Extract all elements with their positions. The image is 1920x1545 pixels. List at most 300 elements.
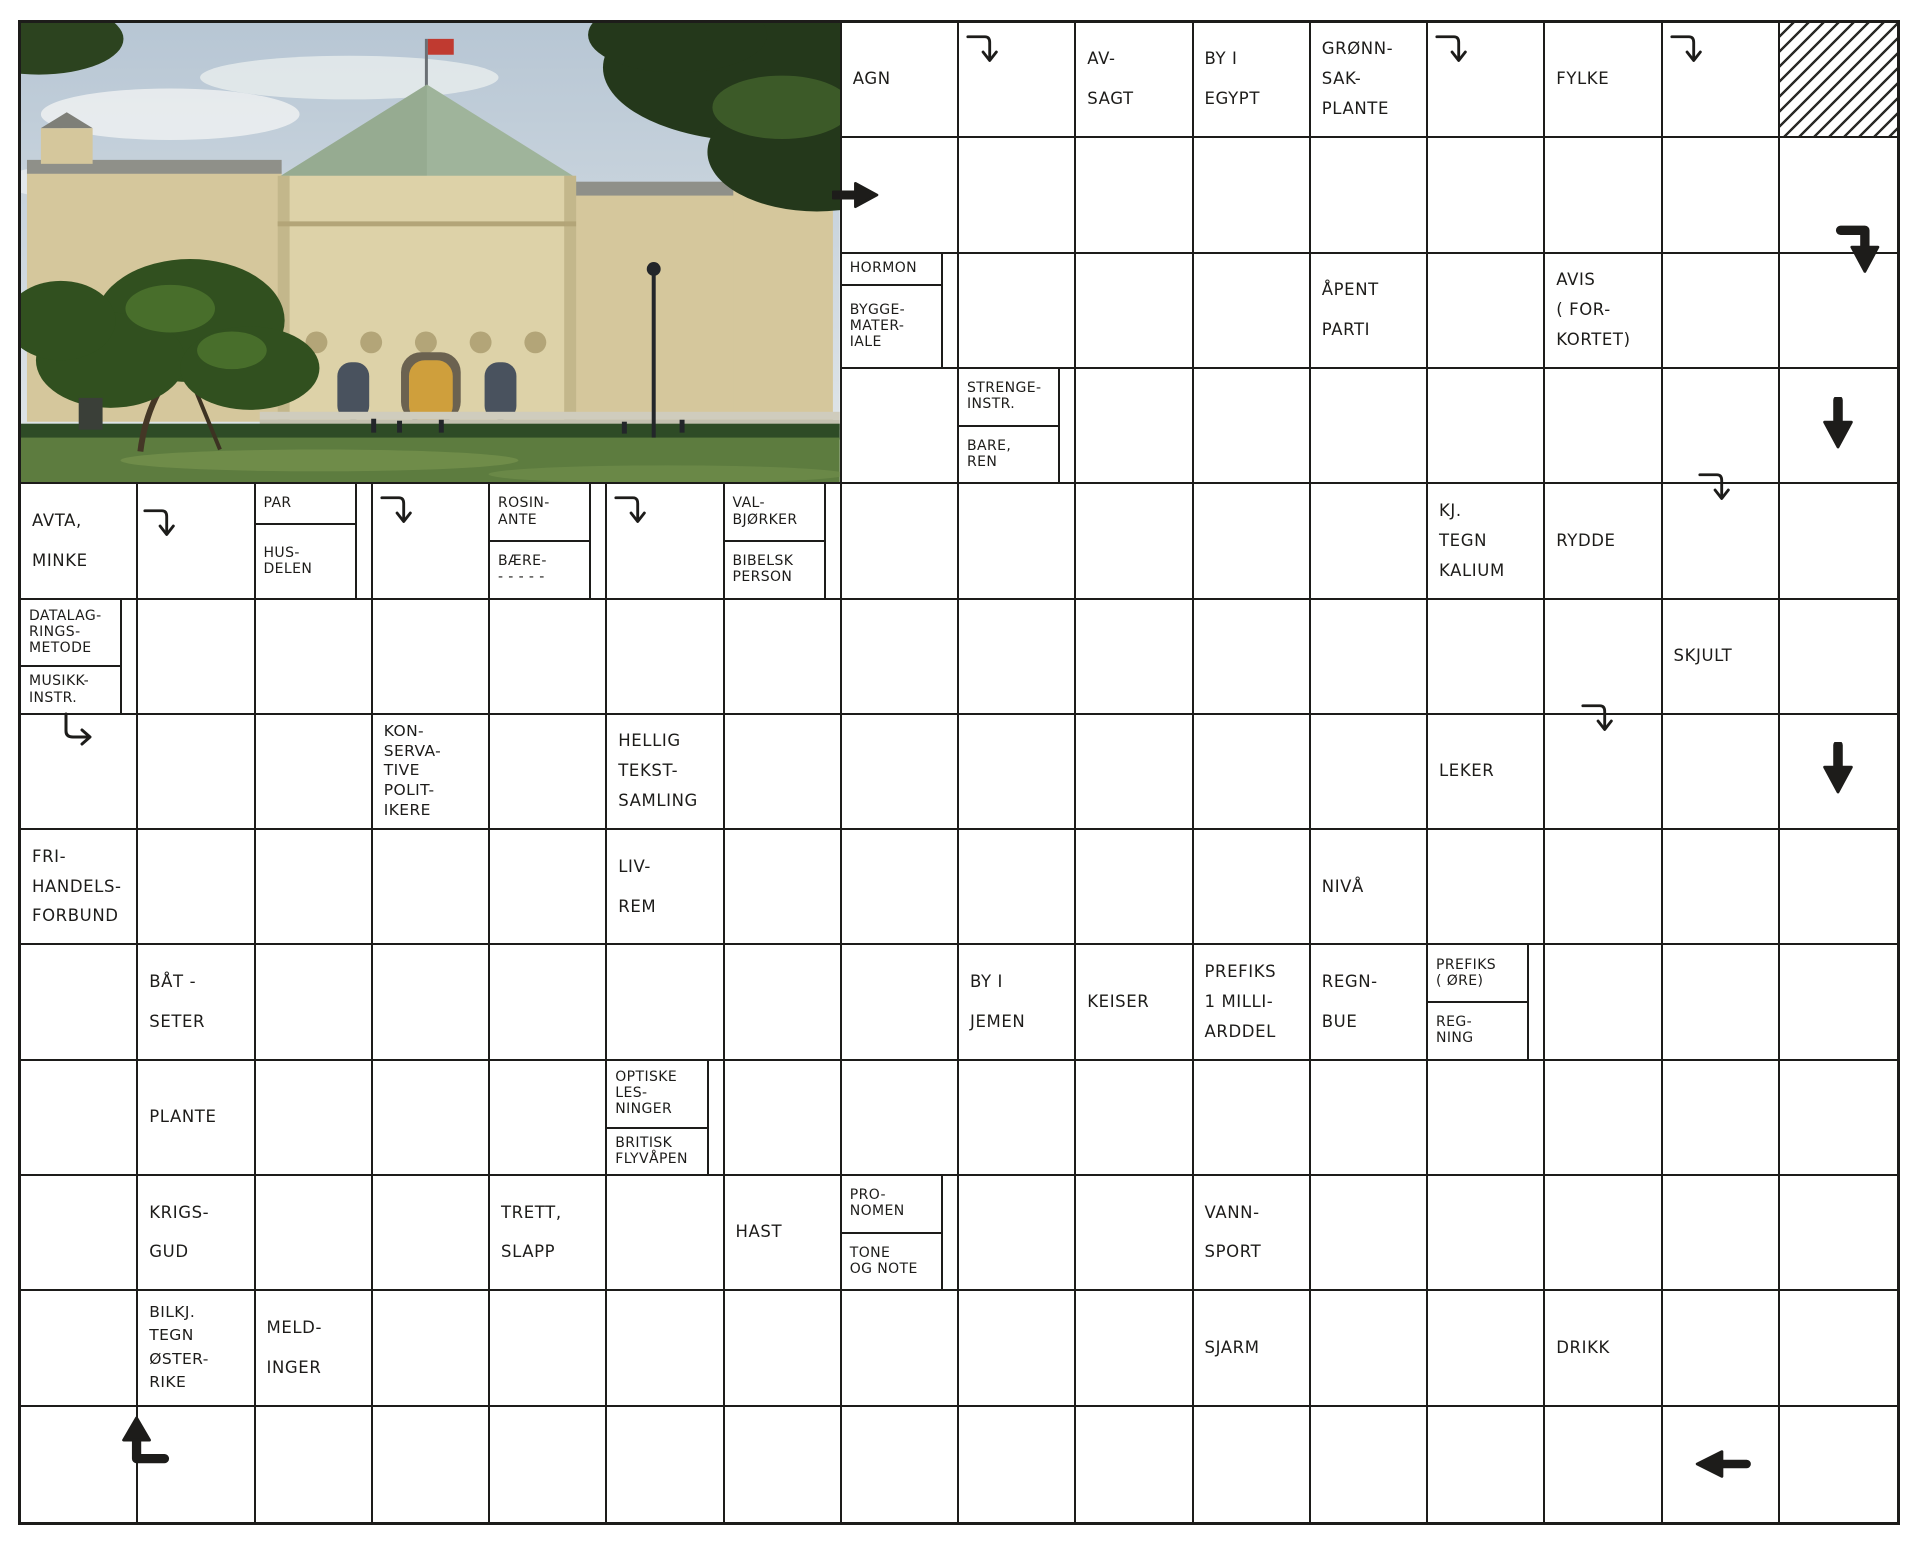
- answer-cell[interactable]: [1428, 138, 1545, 253]
- stacked-clue-boxes: [842, 1176, 943, 1289]
- stacked-clue-boxes: [1428, 945, 1529, 1058]
- answer-cell[interactable]: [1780, 1407, 1897, 1522]
- clue-box: [842, 254, 941, 286]
- arrow-down-icon: [1817, 397, 1859, 455]
- clue-line: PLANTE: [1321, 99, 1390, 119]
- answer-cell[interactable]: [256, 715, 373, 830]
- clue-line: IKERE: [383, 800, 431, 819]
- answer-cell[interactable]: [1545, 1407, 1662, 1522]
- answer-cell[interactable]: [1194, 600, 1311, 715]
- answer-cell[interactable]: [1780, 1176, 1897, 1291]
- clue-line: BYGGE-: [849, 301, 906, 318]
- clue-line: KALIUM: [1439, 560, 1505, 580]
- clue-line: VAL-: [732, 495, 765, 512]
- answer-cell[interactable]: [1076, 1407, 1193, 1522]
- answer-cell[interactable]: [21, 1061, 138, 1176]
- answer-cell[interactable]: [1311, 369, 1428, 484]
- clue-cell: [1311, 830, 1428, 945]
- clue-box: [256, 525, 355, 598]
- clue-cell-stacked: [490, 484, 607, 599]
- answer-cell[interactable]: [959, 1291, 1076, 1406]
- clue-cell: [1545, 254, 1662, 369]
- answer-cell[interactable]: [1194, 254, 1311, 369]
- answer-cell[interactable]: [1545, 1176, 1662, 1291]
- clue-line: MATER-: [849, 317, 905, 334]
- clue-line: SPORT: [1204, 1242, 1262, 1262]
- clue-cell-stacked: [21, 600, 138, 715]
- clue-line: KON-: [383, 722, 425, 741]
- clue-line: KEISER: [1087, 991, 1150, 1011]
- answer-cell[interactable]: [256, 1061, 373, 1176]
- answer-cell[interactable]: [373, 1407, 490, 1522]
- answer-cell[interactable]: [1780, 1061, 1897, 1176]
- bent-arrow-right-down-icon: [142, 504, 180, 546]
- clue-line: SETER: [149, 1011, 206, 1031]
- answer-cell[interactable]: [842, 369, 959, 484]
- answer-cell[interactable]: [1311, 715, 1428, 830]
- answer-cell[interactable]: [373, 830, 490, 945]
- clue-cell: [1663, 600, 1780, 715]
- clue-text: [1545, 484, 1660, 597]
- answer-cell[interactable]: [1076, 1176, 1193, 1291]
- answer-cell[interactable]: [1663, 1291, 1780, 1406]
- answer-cell[interactable]: [607, 484, 724, 599]
- clue-line: HANDELS-: [32, 876, 122, 896]
- clue-box: [1428, 945, 1527, 1003]
- answer-cell[interactable]: [842, 1407, 959, 1522]
- clue-line: BUE: [1321, 1011, 1358, 1031]
- clue-line: SAMLING: [618, 791, 698, 811]
- answer-cell[interactable]: [1428, 1291, 1545, 1406]
- answer-cell[interactable]: [959, 1407, 1076, 1522]
- clue-box: [959, 427, 1058, 483]
- clue-line: BY I: [970, 971, 1004, 991]
- answer-cell[interactable]: [1194, 715, 1311, 830]
- clue-line: MINKE: [32, 550, 88, 570]
- answer-cell[interactable]: [842, 138, 959, 253]
- answer-cell[interactable]: [1780, 1291, 1897, 1406]
- answer-cell[interactable]: [1545, 945, 1662, 1060]
- clue-line: SJARM: [1204, 1337, 1260, 1357]
- answer-cell[interactable]: [842, 1061, 959, 1176]
- answer-cell[interactable]: [138, 1407, 255, 1522]
- answer-cell[interactable]: [1663, 484, 1780, 599]
- clue-line: INGER: [266, 1357, 322, 1377]
- clue-text: [21, 484, 136, 597]
- answer-cell[interactable]: [1194, 830, 1311, 945]
- clue-line: DATALAG-: [29, 607, 102, 624]
- stacked-clue-boxes: [256, 484, 357, 597]
- clue-line: BY I: [1204, 49, 1238, 69]
- clue-line: OPTISKE: [615, 1068, 678, 1085]
- clue-cell-stacked: [1428, 945, 1545, 1060]
- clue-cell: [1194, 23, 1311, 138]
- clue-line: LEKER: [1439, 761, 1495, 781]
- answer-cell[interactable]: [1076, 369, 1193, 484]
- clue-cell: [256, 1291, 373, 1406]
- answer-cell[interactable]: [842, 484, 959, 599]
- clue-cell: [1076, 945, 1193, 1060]
- answer-cell[interactable]: [1780, 600, 1897, 715]
- clue-line: LES-: [615, 1085, 648, 1102]
- clue-cell: [725, 1176, 842, 1291]
- stacked-clue-boxes: [959, 369, 1060, 482]
- clue-line: FYLKE: [1556, 69, 1610, 89]
- clue-box: [842, 1176, 941, 1234]
- answer-cell[interactable]: [1545, 715, 1662, 830]
- clue-text: [1545, 254, 1660, 367]
- clue-line: ( ØRE): [1436, 972, 1484, 989]
- clue-line: TONE: [849, 1244, 891, 1261]
- answer-cell[interactable]: [959, 1176, 1076, 1291]
- clue-line: INSTR.: [29, 689, 78, 706]
- clue-box: [842, 1234, 941, 1290]
- answer-cell[interactable]: [138, 830, 255, 945]
- answer-cell[interactable]: [1428, 23, 1545, 138]
- clue-cell: [1311, 945, 1428, 1060]
- stacked-clue-boxes: [725, 484, 826, 597]
- clue-text: [1311, 830, 1426, 943]
- clue-line: MELD-: [266, 1317, 323, 1337]
- answer-cell[interactable]: [842, 1291, 959, 1406]
- answer-cell[interactable]: [1545, 138, 1662, 253]
- answer-cell[interactable]: [138, 484, 255, 599]
- answer-cell[interactable]: [373, 600, 490, 715]
- answer-cell[interactable]: [1545, 830, 1662, 945]
- answer-cell[interactable]: [490, 600, 607, 715]
- clue-text: [725, 1176, 840, 1289]
- answer-cell[interactable]: [607, 1291, 724, 1406]
- clue-line: BIBELSK: [732, 552, 794, 569]
- answer-cell[interactable]: [1076, 138, 1193, 253]
- answer-cell[interactable]: [607, 600, 724, 715]
- clue-text: [1076, 23, 1191, 136]
- answer-cell[interactable]: [490, 715, 607, 830]
- answer-cell[interactable]: [1194, 369, 1311, 484]
- answer-cell[interactable]: [490, 1407, 607, 1522]
- clue-box: [842, 286, 941, 367]
- answer-cell[interactable]: [490, 945, 607, 1060]
- answer-cell[interactable]: [1663, 715, 1780, 830]
- answer-cell[interactable]: [1076, 830, 1193, 945]
- answer-cell[interactable]: [1428, 600, 1545, 715]
- answer-cell[interactable]: [1076, 254, 1193, 369]
- answer-cell[interactable]: [959, 138, 1076, 253]
- answer-cell[interactable]: [1663, 830, 1780, 945]
- clue-cell: [1428, 715, 1545, 830]
- clue-cell: [1194, 1291, 1311, 1406]
- answer-cell[interactable]: [959, 23, 1076, 138]
- answer-cell[interactable]: [725, 830, 842, 945]
- clue-cell: [373, 715, 490, 830]
- blocked-cell: [1780, 23, 1897, 138]
- answer-cell[interactable]: [959, 715, 1076, 830]
- clue-cell: [1545, 1291, 1662, 1406]
- clue-line: PERSON: [732, 569, 793, 586]
- clue-text: [1076, 945, 1191, 1058]
- clue-line: BILKJ.: [149, 1302, 196, 1321]
- answer-cell[interactable]: [1780, 254, 1897, 369]
- clue-cell: [1194, 1176, 1311, 1291]
- clue-line: KJ.: [1439, 500, 1462, 520]
- answer-cell[interactable]: [959, 254, 1076, 369]
- answer-cell[interactable]: [1076, 600, 1193, 715]
- clue-cell: [1545, 484, 1662, 599]
- clue-line: ( FOR-: [1556, 300, 1611, 320]
- clue-box: [607, 1129, 706, 1175]
- clue-line: POLIT-: [383, 780, 435, 799]
- answer-cell[interactable]: [1311, 1407, 1428, 1522]
- answer-cell[interactable]: [725, 1061, 842, 1176]
- answer-cell[interactable]: [1663, 254, 1780, 369]
- answer-cell[interactable]: [256, 830, 373, 945]
- clue-line: MUSIKK-: [29, 673, 90, 690]
- answer-cell[interactable]: [1311, 1061, 1428, 1176]
- clue-line: BÆRE-: [498, 552, 547, 569]
- clue-line: PRO-: [849, 1187, 886, 1204]
- answer-cell[interactable]: [138, 600, 255, 715]
- clue-cell: [1311, 23, 1428, 138]
- clue-box: [725, 542, 824, 598]
- clue-cell-stacked: [256, 484, 373, 599]
- clue-text: [1545, 1291, 1660, 1404]
- answer-cell[interactable]: [256, 1176, 373, 1291]
- answer-cell[interactable]: [1076, 1291, 1193, 1406]
- clue-line: PARTI: [1321, 319, 1371, 339]
- answer-cell[interactable]: [256, 945, 373, 1060]
- clue-cell: [959, 945, 1076, 1060]
- clue-text: [1194, 1176, 1309, 1289]
- clue-cell-stacked: [959, 369, 1076, 484]
- answer-cell[interactable]: [725, 1291, 842, 1406]
- stacked-clue-boxes: [842, 254, 943, 367]
- clue-text: [256, 1291, 371, 1404]
- clue-text: [842, 23, 957, 136]
- clue-text: [1663, 600, 1778, 713]
- clue-line: RINGS-: [29, 623, 81, 640]
- answer-cell[interactable]: [256, 600, 373, 715]
- clue-text: [1311, 254, 1426, 367]
- answer-cell[interactable]: [21, 945, 138, 1060]
- clue-cell: [138, 1291, 255, 1406]
- clue-cell: [138, 1061, 255, 1176]
- bent-arrow-right-down-icon: [613, 491, 651, 533]
- clue-text: [1428, 715, 1543, 828]
- answer-cell[interactable]: [490, 830, 607, 945]
- clue-line: JEMEN: [970, 1011, 1026, 1031]
- answer-cell[interactable]: [1194, 1407, 1311, 1522]
- clue-cell: [1076, 23, 1193, 138]
- answer-cell[interactable]: [1663, 1176, 1780, 1291]
- answer-cell[interactable]: [373, 1291, 490, 1406]
- bent-arrow-down-right-icon: [58, 711, 98, 751]
- clue-line: BRITISK: [615, 1134, 673, 1151]
- answer-cell[interactable]: [607, 945, 724, 1060]
- clue-text: [490, 1176, 605, 1289]
- clue-line: HELLIG: [618, 731, 681, 751]
- clue-line: AVTA,: [32, 510, 82, 530]
- answer-cell[interactable]: [1663, 23, 1780, 138]
- answer-cell[interactable]: [1194, 1061, 1311, 1176]
- clue-line: OG NOTE: [849, 1261, 918, 1278]
- answer-cell[interactable]: [1428, 830, 1545, 945]
- clue-line: IALE: [849, 334, 882, 351]
- answer-cell[interactable]: [1311, 138, 1428, 253]
- clue-line: DELEN: [263, 560, 313, 577]
- clue-cell: [1194, 945, 1311, 1060]
- answer-cell[interactable]: [21, 1407, 138, 1522]
- clue-cell: [1311, 254, 1428, 369]
- clue-line: TEKST-: [618, 761, 679, 781]
- clue-text: [607, 830, 722, 943]
- clue-text: [1311, 23, 1426, 136]
- answer-cell[interactable]: [1545, 369, 1662, 484]
- clue-box: [725, 484, 824, 542]
- answer-cell[interactable]: [1780, 484, 1897, 599]
- answer-cell[interactable]: [373, 484, 490, 599]
- answer-cell[interactable]: [1545, 600, 1662, 715]
- stacked-clue-boxes: [607, 1061, 708, 1174]
- answer-cell[interactable]: [959, 600, 1076, 715]
- answer-cell[interactable]: [607, 1407, 724, 1522]
- clue-line: REN: [967, 453, 998, 470]
- answer-cell[interactable]: [1428, 254, 1545, 369]
- clue-cell-stacked: [725, 484, 842, 599]
- clue-text: [138, 1291, 253, 1404]
- clue-text: [959, 945, 1074, 1058]
- clue-line: EGYPT: [1204, 89, 1260, 109]
- answer-cell[interactable]: [490, 1061, 607, 1176]
- clue-text: [607, 715, 722, 828]
- answer-cell[interactable]: [1663, 138, 1780, 253]
- answer-cell[interactable]: [138, 715, 255, 830]
- answer-cell[interactable]: [1780, 369, 1897, 484]
- clue-line: PREFIKS: [1204, 961, 1277, 981]
- answer-cell[interactable]: [607, 1176, 724, 1291]
- clue-line: RYDDE: [1556, 530, 1616, 550]
- clue-line: RIKE: [149, 1373, 187, 1392]
- clue-line: DRIKK: [1556, 1337, 1610, 1357]
- clue-text: [1311, 945, 1426, 1058]
- answer-cell[interactable]: [1311, 600, 1428, 715]
- answer-cell[interactable]: [725, 945, 842, 1060]
- answer-cell[interactable]: [1311, 1176, 1428, 1291]
- answer-cell[interactable]: [490, 1291, 607, 1406]
- answer-cell[interactable]: [1780, 715, 1897, 830]
- answer-cell[interactable]: [842, 715, 959, 830]
- clue-line: GUD: [149, 1242, 189, 1262]
- answer-cell[interactable]: [842, 600, 959, 715]
- clue-text: [21, 830, 136, 943]
- clue-line: HUS-: [263, 544, 300, 561]
- clue-box: [1428, 1003, 1527, 1059]
- clue-line: FLYVÅPEN: [615, 1150, 688, 1167]
- answer-cell[interactable]: [1076, 1061, 1193, 1176]
- clue-line: SKJULT: [1673, 645, 1733, 665]
- clue-cell: [138, 945, 255, 1060]
- bent-arrow-right-down-icon: [1669, 30, 1707, 72]
- clue-box: [490, 484, 589, 542]
- answer-cell[interactable]: [725, 715, 842, 830]
- clue-line: NIVÅ: [1321, 876, 1364, 896]
- answer-cell[interactable]: [1545, 1061, 1662, 1176]
- answer-cell[interactable]: [21, 715, 138, 830]
- clue-cell: [21, 830, 138, 945]
- clue-line: PREFIKS: [1436, 956, 1497, 973]
- clue-cell-stacked: [842, 254, 959, 369]
- clue-line: SERVA-: [383, 741, 442, 760]
- answer-cell[interactable]: [725, 600, 842, 715]
- answer-cell[interactable]: [1428, 1407, 1545, 1522]
- clue-line: ØSTER-: [149, 1349, 209, 1368]
- clue-line: NING: [1436, 1030, 1474, 1047]
- answer-cell[interactable]: [842, 945, 959, 1060]
- answer-cell[interactable]: [1663, 1407, 1780, 1522]
- arrow-down-icon: [1817, 742, 1859, 800]
- answer-cell[interactable]: [1076, 715, 1193, 830]
- answer-cell[interactable]: [373, 945, 490, 1060]
- answer-cell[interactable]: [1311, 1291, 1428, 1406]
- clue-line: KRIGS-: [149, 1202, 210, 1222]
- clue-text: [138, 1061, 253, 1174]
- answer-cell[interactable]: [1076, 484, 1193, 599]
- clue-line: STRENGE-: [967, 380, 1042, 397]
- clue-line: HORMON: [849, 260, 917, 277]
- clue-cell-stacked: [842, 1176, 959, 1291]
- answer-cell[interactable]: [1780, 945, 1897, 1060]
- clue-line: BARE,: [967, 437, 1012, 454]
- clue-text: [1194, 945, 1309, 1058]
- clue-line: AV-: [1087, 49, 1116, 69]
- clue-text: [1194, 1291, 1309, 1404]
- answer-cell[interactable]: [1780, 830, 1897, 945]
- answer-cell[interactable]: [1194, 484, 1311, 599]
- clue-line: SAGT: [1087, 89, 1134, 109]
- answer-cell[interactable]: [1311, 484, 1428, 599]
- clue-cell: [21, 484, 138, 599]
- answer-cell[interactable]: [1663, 1061, 1780, 1176]
- answer-cell[interactable]: [21, 1176, 138, 1291]
- clue-line: TRETT,: [501, 1202, 562, 1222]
- clue-box: [607, 1061, 706, 1129]
- answer-cell[interactable]: [959, 830, 1076, 945]
- answer-cell[interactable]: [959, 1061, 1076, 1176]
- clue-line: PLANTE: [149, 1107, 217, 1127]
- stacked-clue-boxes: [490, 484, 591, 597]
- answer-cell[interactable]: [373, 1061, 490, 1176]
- answer-cell[interactable]: [1428, 369, 1545, 484]
- answer-cell[interactable]: [725, 1407, 842, 1522]
- bent-arrow-right-down-icon: [965, 30, 1003, 72]
- answer-cell[interactable]: [1663, 945, 1780, 1060]
- clue-box: [256, 484, 355, 525]
- answer-cell[interactable]: [373, 1176, 490, 1291]
- answer-cell[interactable]: [1663, 369, 1780, 484]
- answer-cell[interactable]: [1428, 1061, 1545, 1176]
- answer-cell[interactable]: [842, 830, 959, 945]
- answer-cell[interactable]: [1194, 138, 1311, 253]
- answer-cell[interactable]: [959, 484, 1076, 599]
- answer-cell[interactable]: [1780, 138, 1897, 253]
- answer-cell[interactable]: [256, 1407, 373, 1522]
- arrow-left-icon: [1688, 1445, 1752, 1483]
- clue-cell: [607, 715, 724, 830]
- clue-line: NINGER: [615, 1101, 673, 1118]
- answer-cell[interactable]: [1428, 1176, 1545, 1291]
- clue-box: [490, 542, 589, 598]
- clue-line: BÅT -: [149, 971, 197, 991]
- answer-cell[interactable]: [21, 1291, 138, 1406]
